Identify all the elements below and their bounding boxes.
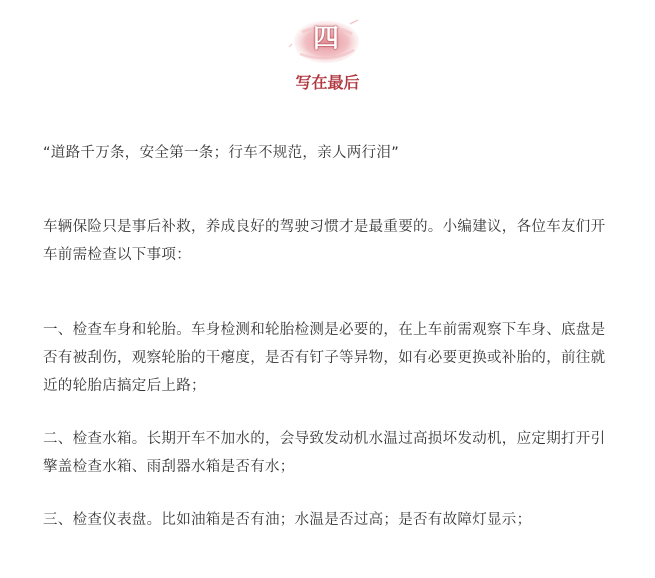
checklist-item-1: 一、检查车身和轮胎。车身检测和轮胎检测是必要的，在上车前需观察下车身、底盘是否有被刮伤，观察轮胎的干瘪度，是否有钉子等异物，如有必要更换或补胎的，前往就近的轮胎店搞定后上路； (43, 322, 606, 394)
quote-paragraph: “道路千万条，安全第一条；行车不规范，亲人两行泪” (43, 145, 400, 161)
section-header (0, 0, 655, 110)
article-body (43, 139, 613, 559)
section-number: 四 (312, 24, 339, 54)
intro-paragraph: 车辆保险只是事后补救，养成良好的驾驶习惯才是最重要的。小编建议，各位车友们开车前需检查以下事项： (43, 219, 606, 263)
section-title: 写在最后 (295, 73, 360, 92)
checklist-item-3: 三、检查仪表盘。比如油箱是否有油；水温是否过高；是否有故障灯显示； (43, 512, 532, 528)
section-number-badge (288, 14, 364, 70)
checklist-item-2: 二、检查水箱。长期开车不加水的，会导致发动机水温过高损坏发动机，应定期打开引擎盖检查水箱、雨刮器水箱是否有水； (43, 431, 606, 475)
